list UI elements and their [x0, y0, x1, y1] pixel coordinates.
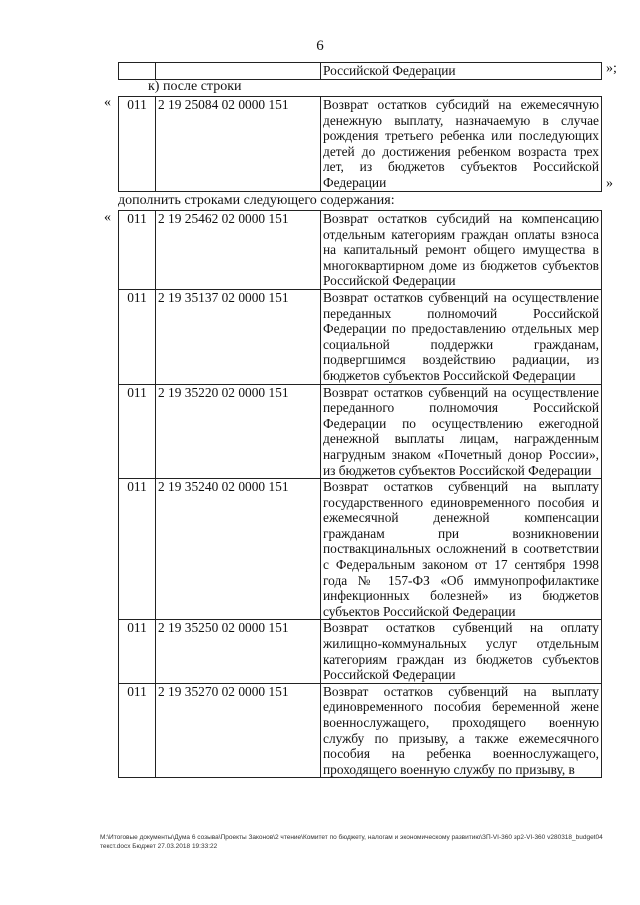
cell-kbk: 2 19 35250 02 0000 151: [156, 620, 321, 683]
cell-text: Российской Федерации: [321, 63, 602, 80]
subheading-k: к) после строки: [148, 79, 242, 94]
table-row-k: [118, 96, 602, 192]
cell-code: 011: [119, 384, 156, 479]
cell-text: Возврат остатков субсидий на компенсацию отдельным категориям граждан оплаты взноса на капитальный ремонт общего имущества в многоквартирном доме из бюджетов субъектов Российской Федерации: [321, 211, 602, 290]
file-path-footer: М:\Итоговые документы\Дума 6 созыва\Проекты Законов\2 чтение\Комитет по бюджету, налогам и экономическому развитию\ЗП-VI-360 зр2-VI-360 v280318_budget04 текст.docx Бюджет 27.03.2018 19:33:22: [100, 834, 603, 850]
table-row: [119, 211, 602, 290]
cell-code: 011: [119, 97, 156, 192]
cell-kbk: 2 19 35220 02 0000 151: [156, 384, 321, 479]
supplement-line: дополнить строками следующего содержания:: [118, 193, 395, 208]
table-row: [119, 683, 602, 778]
cell-text: Возврат остатков субвенций на осуществление переданных полномочий Российской Федерации по предоставлению отдельных мер социальной поддержки гражданам, подвергшимся воздействию радиации, из бюджетов субъектов Российской Федерации: [321, 289, 602, 384]
opening-quote: «: [104, 95, 111, 110]
cell-text: Возврат остатков субвенций на выплату государственного единовременного пособия и ежемесячной денежной компенсации гражданам при возникновении поствакцинальных осложнений в соответствии с Федеральным законом от 17 сентября 1998 года № 157-ФЗ «Об иммунопрофилактике инфекционных болезней» из бюджетов субъектов Российской Федерации: [321, 479, 602, 620]
table-row: [119, 384, 602, 479]
cell-text: Возврат остатков субвенций на выплату единовременного пособия беременной жене военнослужащего, проходящего военную службу по призыву, а также ежемесячного пособия на ребенка военнослужащего, проходящего военную службу по призыву, в: [321, 683, 602, 778]
table-new-rows: [118, 210, 602, 778]
cell-text: Возврат остатков субвенций на оплату жилищно-коммунальных услуг отдельным категориям граждан из бюджетов субъектов Российской Федерации: [321, 620, 602, 683]
table-fragment-top: [118, 62, 602, 80]
table-row: [119, 289, 602, 384]
cell-kbk: 2 19 25462 02 0000 151: [156, 211, 321, 290]
cell-text: Возврат остатков субвенций на осуществление переданного полномочия Российской Федерации по осуществлению ежегодной денежной выплаты лицам, награжденным нагрудным знаком «Почетный донор России», из бюджетов субъектов Российской Федерации: [321, 384, 602, 479]
table-row: [119, 620, 602, 683]
cell-empty: [119, 63, 156, 80]
table-row: [119, 63, 602, 80]
cell-kbk: 2 19 25084 02 0000 151: [156, 97, 321, 192]
opening-quote: «: [104, 210, 111, 225]
cell-kbk: 2 19 35270 02 0000 151: [156, 683, 321, 778]
cell-code: 011: [119, 683, 156, 778]
cell-kbk: 2 19 35240 02 0000 151: [156, 479, 321, 620]
cell-code: 011: [119, 289, 156, 384]
cell-code: 011: [119, 620, 156, 683]
closing-quote: »: [606, 176, 613, 191]
page-number: 6: [316, 38, 324, 54]
table-row: [119, 479, 602, 620]
cell-text: Возврат остатков субсидий на ежемесячную денежную выплату, назначаемую в случае рождения третьего ребенка или последующих детей до достижения ребенком возраста трех лет, из бюджетов субъектов Российской Федерации: [321, 97, 602, 192]
closing-quote: »;: [606, 61, 617, 76]
cell-kbk: 2 19 35137 02 0000 151: [156, 289, 321, 384]
cell-code: 011: [119, 211, 156, 290]
cell-empty: [156, 63, 321, 80]
cell-code: 011: [119, 479, 156, 620]
table-row: [119, 97, 602, 192]
